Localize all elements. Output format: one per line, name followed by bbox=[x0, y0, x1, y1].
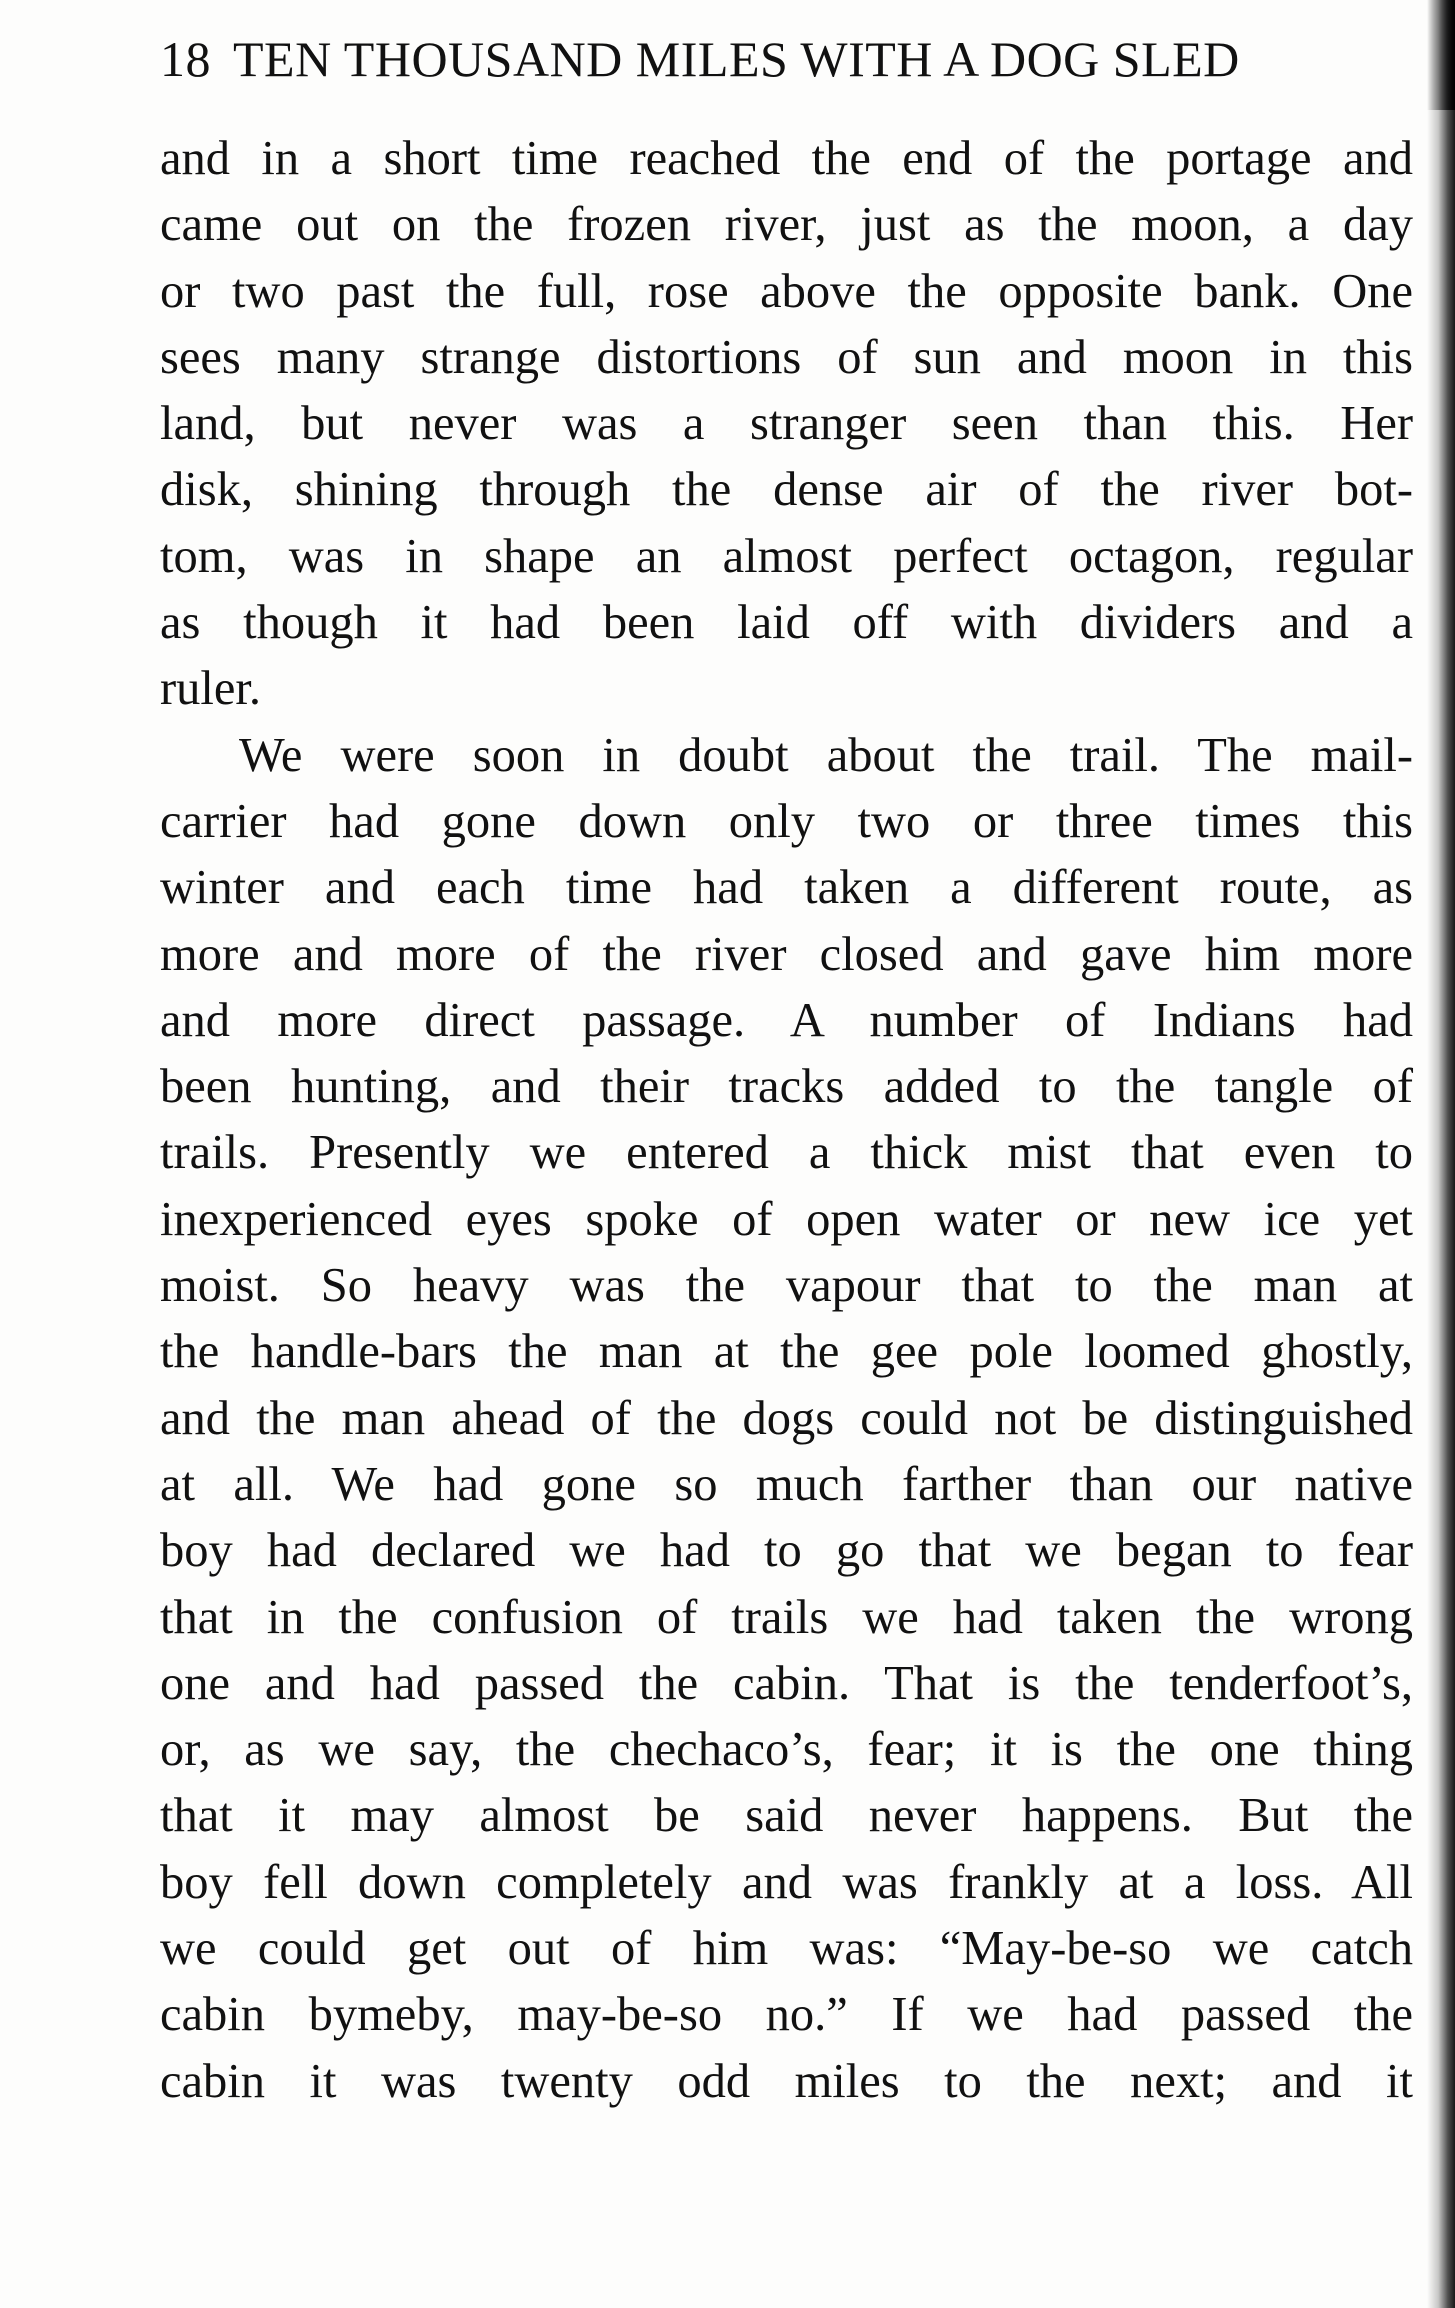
text-line: disk, shining through the dense air of the river bot- bbox=[160, 463, 1413, 517]
text-line: as though it had been laid off with dividers and a bbox=[160, 596, 1413, 650]
text-line: ruler. bbox=[160, 662, 262, 716]
text-line: carrier had gone down only two or three times this bbox=[160, 794, 1413, 848]
text-line: and in a short time reached the end of the portage and bbox=[160, 132, 1413, 185]
page-edge-shadow-top bbox=[1427, 0, 1455, 110]
text-line: and the man ahead of the dogs could not be distinguished bbox=[160, 1391, 1413, 1445]
text-line: trails. Presently we entered a thick mist that even to bbox=[160, 1126, 1413, 1180]
text-line: more and more of the river closed and gave him more bbox=[160, 927, 1413, 981]
running-head bbox=[160, 30, 1415, 100]
text-line: boy had declared we had to go that we began to fear bbox=[160, 1524, 1413, 1578]
text-line: We were soon in doubt about the trail. The mail- bbox=[239, 728, 1413, 782]
paragraph bbox=[160, 126, 1413, 723]
text-line: and more direct passage. A number of Indians had bbox=[160, 993, 1413, 1047]
page-edge-shadow bbox=[1427, 0, 1455, 2308]
book-title: TEN THOUSAND MILES WITH A DOG SLED bbox=[233, 31, 1240, 87]
text-line: or two past the full, rose above the opposite bank. One bbox=[160, 264, 1413, 318]
text-line: land, but never was a stranger seen than this. Her bbox=[160, 397, 1413, 451]
text-line: we could get out of him was: “May-be-so we catch bbox=[160, 1922, 1413, 1976]
text-line: winter and each time had taken a different route, as bbox=[160, 861, 1413, 915]
text-line: moist. So heavy was the vapour that to the man at bbox=[160, 1259, 1413, 1313]
body-text bbox=[160, 126, 1413, 2115]
text-line: came out on the frozen river, just as the moon, a day bbox=[160, 198, 1413, 252]
paragraph bbox=[160, 723, 1413, 2115]
text-line: at all. We had gone so much farther than our native bbox=[160, 1457, 1413, 1511]
text-line: sees many strange distortions of sun and moon in this bbox=[160, 330, 1413, 384]
text-line: cabin bymeby, may-be-so no.” If we had passed the bbox=[160, 1988, 1413, 2042]
text-line: that in the confusion of trails we had taken the wrong bbox=[160, 1590, 1413, 1644]
text-line: cabin it was twenty odd miles to the next; and it bbox=[160, 2054, 1413, 2108]
text-line: boy fell down completely and was frankly at a loss. All bbox=[160, 1855, 1413, 1909]
page-number: 18 bbox=[160, 31, 211, 87]
text-line: or, as we say, the chechaco’s, fear; it is the one thing bbox=[160, 1723, 1413, 1777]
text-line: been hunting, and their tracks added to the tangle of bbox=[160, 1060, 1413, 1114]
text-line: inexperienced eyes spoke of open water or new ice yet bbox=[160, 1192, 1413, 1246]
text-line: that it may almost be said never happens. But the bbox=[160, 1789, 1413, 1843]
text-line: one and had passed the cabin. That is the tenderfoot’s, bbox=[160, 1656, 1413, 1710]
text-line: tom, was in shape an almost perfect octagon, regular bbox=[160, 529, 1413, 583]
text-line: the handle-bars the man at the gee pole loomed ghostly, bbox=[160, 1325, 1413, 1379]
